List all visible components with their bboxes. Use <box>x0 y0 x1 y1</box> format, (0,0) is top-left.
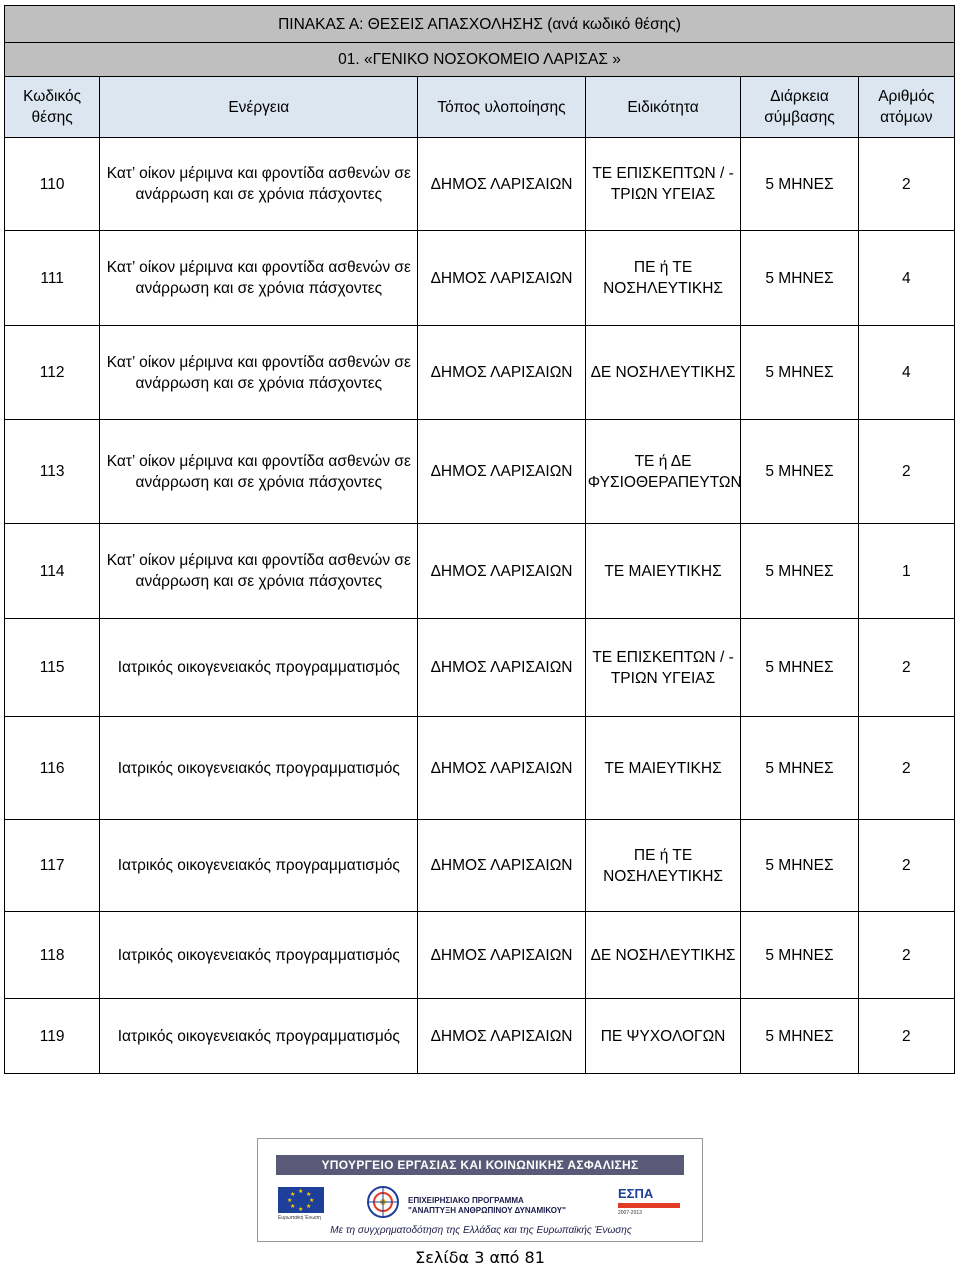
cell-count: 2 <box>858 912 954 999</box>
cell-place: ΔΗΜΟΣ ΛΑΡΙΣΑΙΩΝ <box>418 524 586 619</box>
cell-code: 110 <box>5 138 100 231</box>
cell-duration: 5 ΜΗΝΕΣ <box>741 420 858 524</box>
cell-code: 117 <box>5 820 100 912</box>
cell-count: 4 <box>858 326 954 420</box>
table-row <box>5 524 955 619</box>
header-action: Ενέργεια <box>100 77 418 138</box>
cell-action: Κατ’ οίκον μέριμνα και φροντίδα ασθενών σε ανάρρωση και σε χρόνια πάσχοντες <box>100 138 418 231</box>
header-specialty: Ειδικότητα <box>585 77 740 138</box>
cell-specialty: ΔΕ ΝΟΣΗΛΕΥΤΙΚΗΣ <box>585 912 740 999</box>
page-number: Σελίδα 3 από 81 <box>415 1248 545 1267</box>
cell-specialty: ΤΕ ΕΠΙΣΚΕΠΤΩΝ / - ΤΡΙΩΝ ΥΓΕΙΑΣ <box>585 619 740 717</box>
cell-action: Κατ’ οίκον μέριμνα και φροντίδα ασθενών σε ανάρρωση και σε χρόνια πάσχοντες <box>100 326 418 420</box>
cell-duration: 5 ΜΗΝΕΣ <box>741 912 858 999</box>
table-row <box>5 820 955 912</box>
cell-action: Ιατρικός οικογενειακός προγραμματισμός <box>100 912 418 999</box>
header-duration: Διάρκεια σύμβασης <box>741 77 858 138</box>
cell-code: 113 <box>5 420 100 524</box>
cofunding-text: Με τη συγχρηματοδότηση της Ελλάδας και της Ευρωπαϊκής Ένωσης <box>330 1225 632 1236</box>
programme-name: ΕΠΙΧΕΙΡΗΣΙΑΚΟ ΠΡΟΓΡΑΜΜΑ "ΑΝΑΠΤΥΞΗ ΑΝΘΡΩΠΙΝΟΥ ΔΥΝΑΜΙΚΟΥ" <box>408 1196 566 1215</box>
cell-code: 115 <box>5 619 100 717</box>
cell-duration: 5 ΜΗΝΕΣ <box>741 138 858 231</box>
cell-count: 2 <box>858 717 954 820</box>
cell-action: Κατ’ οίκον μέριμνα και φροντίδα ασθενών σε ανάρρωση και σε χρόνια πάσχοντες <box>100 420 418 524</box>
cell-count: 2 <box>858 820 954 912</box>
eu-flag-icon: ★ ★ ★ ★ ★ ★ ★ ★ <box>278 1187 324 1213</box>
ministry-banner: ΥΠΟΥΡΓΕΙΟ ΕΡΓΑΣΙΑΣ ΚΑΙ ΚΟΙΝΩΝΙΚΗΣ ΑΣΦΑΛΙΣΗΣ <box>276 1155 684 1175</box>
espa-logo: ΕΣΠΑ 2007-2013 <box>618 1187 680 1221</box>
cell-action: Ιατρικός οικογενειακός προγραμματισμός <box>100 619 418 717</box>
header-place: Τόπος υλοποίησης <box>418 77 586 138</box>
cell-duration: 5 ΜΗΝΕΣ <box>741 999 858 1074</box>
cell-code: 118 <box>5 912 100 999</box>
cell-place: ΔΗΜΟΣ ΛΑΡΙΣΑΙΩΝ <box>418 326 586 420</box>
cell-code: 111 <box>5 231 100 326</box>
programme-emblem-icon <box>366 1185 400 1219</box>
cell-place: ΔΗΜΟΣ ΛΑΡΙΣΑΙΩΝ <box>418 912 586 999</box>
cell-place: ΔΗΜΟΣ ΛΑΡΙΣΑΙΩΝ <box>418 138 586 231</box>
cell-place: ΔΗΜΟΣ ΛΑΡΙΣΑΙΩΝ <box>418 619 586 717</box>
cell-count: 2 <box>858 420 954 524</box>
cell-duration: 5 ΜΗΝΕΣ <box>741 619 858 717</box>
cell-count: 1 <box>858 524 954 619</box>
cell-specialty: ΤΕ ή ΔΕ ΦΥΣΙΟΘΕΡΑΠΕΥΤΩΝ <box>585 420 740 524</box>
table-row <box>5 138 955 231</box>
cell-action: Ιατρικός οικογενειακός προγραμματισμός <box>100 717 418 820</box>
eu-logo <box>278 1187 324 1227</box>
cell-specialty: ΠΕ ή ΤΕ ΝΟΣΗΛΕΥΤΙΚΗΣ <box>585 231 740 326</box>
cell-specialty: ΤΕ ΜΑΙΕΥΤΙΚΗΣ <box>585 717 740 820</box>
cell-action: Ιατρικός οικογενειακός προγραμματισμός <box>100 999 418 1074</box>
header-count: Αριθμός ατόμων <box>858 77 954 138</box>
cell-duration: 5 ΜΗΝΕΣ <box>741 717 858 820</box>
cell-specialty: ΔΕ ΝΟΣΗΛΕΥΤΙΚΗΣ <box>585 326 740 420</box>
cell-specialty: ΠΕ ή ΤΕ ΝΟΣΗΛΕΥΤΙΚΗΣ <box>585 820 740 912</box>
cell-count: 2 <box>858 999 954 1074</box>
cell-place: ΔΗΜΟΣ ΛΑΡΙΣΑΙΩΝ <box>418 999 586 1074</box>
table-row <box>5 420 955 524</box>
cell-duration: 5 ΜΗΝΕΣ <box>741 326 858 420</box>
table-subtitle: 01. «ΓΕΝΙΚΟ ΝΟΣΟΚΟΜΕΙΟ ΛΑΡΙΣΑΣ » <box>5 43 955 77</box>
cell-place: ΔΗΜΟΣ ΛΑΡΙΣΑΙΩΝ <box>418 717 586 820</box>
cell-specialty: ΤΕ ΜΑΙΕΥΤΙΚΗΣ <box>585 524 740 619</box>
cell-code: 116 <box>5 717 100 820</box>
cell-code: 112 <box>5 326 100 420</box>
table-row <box>5 999 955 1074</box>
positions-table <box>4 5 955 1074</box>
cell-count: 2 <box>858 619 954 717</box>
cell-place: ΔΗΜΟΣ ΛΑΡΙΣΑΙΩΝ <box>418 820 586 912</box>
cell-duration: 5 ΜΗΝΕΣ <box>741 820 858 912</box>
cell-count: 2 <box>858 138 954 231</box>
cell-place: ΔΗΜΟΣ ΛΑΡΙΣΑΙΩΝ <box>418 231 586 326</box>
cell-specialty: ΤΕ ΕΠΙΣΚΕΠΤΩΝ / - ΤΡΙΩΝ ΥΓΕΙΑΣ <box>585 138 740 231</box>
table-row <box>5 231 955 326</box>
cell-duration: 5 ΜΗΝΕΣ <box>741 231 858 326</box>
table-row <box>5 619 955 717</box>
cell-duration: 5 ΜΗΝΕΣ <box>741 524 858 619</box>
cell-code: 114 <box>5 524 100 619</box>
table-title: ΠΙΝΑΚΑΣ Α: ΘΕΣΕΙΣ ΑΠΑΣΧΟΛΗΣΗΣ (ανά κωδικό θέσης) <box>5 6 955 43</box>
header-code: Κωδικός θέσης <box>5 77 100 138</box>
cell-count: 4 <box>858 231 954 326</box>
cell-code: 119 <box>5 999 100 1074</box>
table-row <box>5 326 955 420</box>
cell-place: ΔΗΜΟΣ ΛΑΡΙΣΑΙΩΝ <box>418 420 586 524</box>
cell-action: Ιατρικός οικογενειακός προγραμματισμός <box>100 820 418 912</box>
table-row <box>5 717 955 820</box>
header-row <box>5 77 955 138</box>
cell-specialty: ΠΕ ΨΥΧΟΛΟΓΩΝ <box>585 999 740 1074</box>
footer-logos <box>257 1138 703 1242</box>
cell-action: Κατ’ οίκον μέριμνα και φροντίδα ασθενών σε ανάρρωση και σε χρόνια πάσχοντες <box>100 524 418 619</box>
eu-label: Ευρωπαϊκή Ένωση <box>278 1215 321 1221</box>
table-row <box>5 912 955 999</box>
cell-action: Κατ’ οίκον μέριμνα και φροντίδα ασθενών σε ανάρρωση και σε χρόνια πάσχοντες <box>100 231 418 326</box>
